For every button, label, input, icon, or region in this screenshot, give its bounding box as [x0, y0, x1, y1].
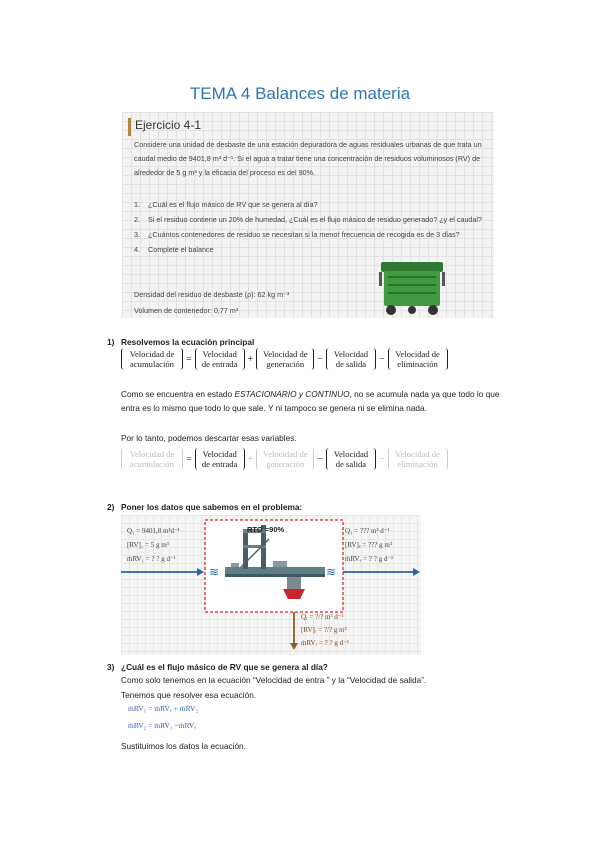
term-output: Velocidad de salida: [326, 348, 376, 370]
question-list: [134, 199, 494, 259]
item-text: ¿Cuántos contenedores de residuo se necesitan si la menor frecuencia de recogida es de 3 días?: [148, 230, 460, 239]
item-number: 3.: [134, 230, 140, 239]
mass-balance-equation: ṁRV₁ = ṁRVₑ + ṁRV₂: [128, 704, 199, 713]
explanation-text: Como se encuentra en estado: [121, 389, 235, 399]
step-number: 3): [107, 662, 115, 672]
step-title: ¿Cuál es el flujo másico de RV que se genera al día?: [121, 662, 328, 672]
discard-variables-text: Por lo tanto, podemos descartar esas variables.: [121, 433, 297, 443]
density-text: Densidad del residuo de desbaste (ρ): 62 kg m⁻³: [134, 290, 290, 299]
step-number: 1): [107, 337, 115, 347]
explanation-emphasis: ESTACIONARIO y CONTINUO: [234, 389, 350, 399]
item-number: 1.: [134, 200, 140, 209]
step-3-heading: [107, 662, 328, 672]
minus-operator: −: [317, 453, 323, 465]
step-1-heading: [107, 337, 254, 347]
balance-equation: [121, 348, 448, 370]
term-input: Velocidad de entrada: [195, 348, 245, 370]
term-generation: Velocidad de generación: [256, 348, 314, 370]
exercise-card: [122, 112, 494, 318]
plus-operator: +: [247, 353, 254, 365]
list-item: [134, 199, 494, 211]
inlet-flow-label: Q₁ = 9401,8 m³d⁻¹: [127, 527, 180, 535]
step-title: Poner los datos que sabemos en el problema:: [121, 502, 303, 512]
steady-state-explanation: [121, 387, 501, 415]
rearranged-equation: ṁRV₂ = ṁRV₁ −ṁRVₑ: [128, 721, 197, 730]
exercise-statement: Considere una unidad de desbaste de una estación depuradora de aguas residuales urbanas de que trata un caudal medio de 9401,8 m³ d⁻¹. Si el agua a tratar tiene una concentración de residuos voluminosos (RV) de alrededor de 5 g m³ y la eficacia del proceso es del 90%.: [134, 140, 482, 177]
minus-operator: −: [378, 453, 385, 465]
inlet-concentration-label: [RV]₁ = 5 g m³: [127, 541, 169, 549]
step-2-heading: [107, 502, 302, 512]
waste-container-icon: [379, 260, 445, 318]
item-number: 4.: [134, 245, 140, 254]
simplified-equation: [121, 448, 448, 470]
plus-operator: +: [247, 453, 254, 465]
term-elimination: Velocidad de eliminación: [388, 448, 448, 470]
page-title: TEMA 4 Balances de materia: [189, 84, 411, 103]
item-text: ¿Cuál es el flujo másico de RV que se genera al día?: [148, 200, 318, 209]
minus-operator: −: [317, 353, 323, 365]
term-accumulation: Velocidad de acumulación: [121, 348, 183, 370]
term-elimination: Velocidad de eliminación: [388, 348, 448, 370]
list-item: [134, 214, 494, 226]
item-text: Si el residuo contiene un 20% de humedad, ¿Cuál es el flujo másico de residuo generado? ¿y el caudal?: [148, 215, 483, 224]
svg-text:≋: ≋: [209, 565, 220, 579]
exercise-heading: Ejercicio 4-1: [135, 118, 202, 132]
list-item: [134, 229, 494, 241]
efficiency-label: RTO =90%: [247, 525, 285, 534]
step-number: 2): [107, 502, 115, 512]
waste-concentration-label: [RV]ᵣ = ?/? g m³: [301, 626, 347, 634]
diagram-graphic: [121, 515, 421, 655]
step-3-line-1: Como solo tenemos en la ecuación “Velocidad de entra ” y la “Velocidad de salida”.: [121, 675, 427, 685]
item-text: Complete el balance: [148, 245, 214, 254]
heading-accent-bar: [128, 118, 131, 136]
term-input: Velocidad de entrada: [195, 448, 245, 470]
svg-text:≋: ≋: [326, 565, 337, 579]
equals-operator: =: [186, 453, 192, 465]
outlet-mass-flow-label: ṁRVₑ = ? ? g d⁻¹: [345, 555, 394, 563]
inlet-mass-flow-label: ṁRV₁ = ? ? g d⁻¹: [127, 555, 176, 563]
step-3-line-2: Tenemos que resolver esa ecuación.: [121, 690, 257, 700]
outlet-flow-label: Q₁ = ??? m³ d⁻¹: [345, 527, 390, 535]
waste-flow-label: Qᵣ = ?/? m³ d⁻¹: [301, 613, 344, 621]
equals-operator: =: [186, 353, 192, 365]
waste-mass-flow-label: ṁRVᵣ = ? ? g d⁻¹: [301, 639, 349, 647]
term-accumulation: Velocidad de acumulación: [121, 448, 183, 470]
step-3-line-3: Sustituimos los datos la ecuación.: [121, 741, 246, 751]
explanation-text: , no se acumula nada ya que todo lo que entra es lo mismo que todo lo que sale. Y ni tampoco se genera ni se elimina nada.: [121, 389, 500, 413]
term-generation: Velocidad de generación: [256, 448, 314, 470]
item-number: 2.: [134, 215, 140, 224]
volume-text: Volumen de contenedor: 0,77 m³: [134, 306, 239, 315]
term-output: Velocidad de salida: [326, 448, 376, 470]
process-diagram: [121, 515, 421, 655]
minus-operator: −: [378, 353, 385, 365]
list-item: [134, 244, 494, 256]
outlet-concentration-label: [RV]ₑ = ??? g m³: [345, 541, 392, 549]
step-title: Resolvemos la ecuación principal: [121, 337, 255, 347]
